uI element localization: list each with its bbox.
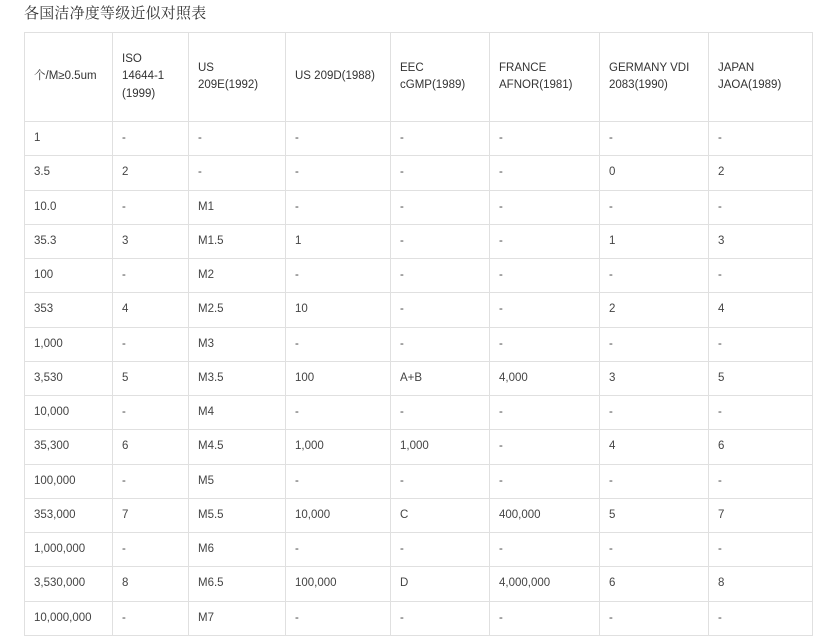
page-title: 各国洁净度等级近似对照表 — [24, 5, 207, 22]
cell-particles: 3.5 — [25, 156, 113, 190]
cell-us209d: - — [286, 156, 391, 190]
column-header-us209d: US 209D(1988) — [286, 33, 391, 122]
cell-us209d: - — [286, 327, 391, 361]
cell-us209e: M1 — [189, 190, 286, 224]
cell-us209d: 10 — [286, 293, 391, 327]
cell-france: 4,000,000 — [490, 567, 600, 601]
cell-japan: - — [709, 190, 813, 224]
cell-france: - — [490, 396, 600, 430]
cell-iso: - — [113, 464, 189, 498]
cell-france: - — [490, 601, 600, 635]
cell-germany: 1 — [600, 224, 709, 258]
column-header-germany: GERMANY VDI 2083(1990) — [600, 33, 709, 122]
column-header-iso: ISO 14644-1 (1999) — [113, 33, 189, 122]
cell-japan: - — [709, 327, 813, 361]
column-header-us209e: US 209E(1992) — [189, 33, 286, 122]
cell-france: 4,000 — [490, 361, 600, 395]
cell-japan: 2 — [709, 156, 813, 190]
cell-germany: - — [600, 396, 709, 430]
cell-japan: 8 — [709, 567, 813, 601]
cell-us209e: - — [189, 156, 286, 190]
cell-eec: - — [391, 327, 490, 361]
cell-particles: 1,000,000 — [25, 533, 113, 567]
cell-japan: - — [709, 396, 813, 430]
cell-us209e: M4.5 — [189, 430, 286, 464]
cell-us209e: M6 — [189, 533, 286, 567]
cell-us209d: 1,000 — [286, 430, 391, 464]
table-row — [25, 293, 813, 327]
table-body — [25, 122, 813, 636]
table-row — [25, 259, 813, 293]
cell-iso: 2 — [113, 156, 189, 190]
cell-germany: 4 — [600, 430, 709, 464]
cell-eec: - — [391, 464, 490, 498]
cell-france: - — [490, 464, 600, 498]
table-row — [25, 361, 813, 395]
table-row — [25, 601, 813, 635]
cell-us209e: M5.5 — [189, 498, 286, 532]
cell-germany: - — [600, 259, 709, 293]
column-header-france: FRANCE AFNOR(1981) — [490, 33, 600, 122]
cell-particles: 3,530 — [25, 361, 113, 395]
cell-us209d: 10,000 — [286, 498, 391, 532]
cell-iso: - — [113, 327, 189, 361]
cell-eec: - — [391, 396, 490, 430]
cell-particles: 100,000 — [25, 464, 113, 498]
cell-iso: 5 — [113, 361, 189, 395]
cell-japan: 3 — [709, 224, 813, 258]
table-row — [25, 396, 813, 430]
cell-france: 400,000 — [490, 498, 600, 532]
cell-france: - — [490, 533, 600, 567]
cell-germany: - — [600, 464, 709, 498]
cell-germany: - — [600, 533, 709, 567]
table-header-row — [25, 33, 813, 122]
cell-particles: 3,530,000 — [25, 567, 113, 601]
cell-eec: - — [391, 224, 490, 258]
cell-france: - — [490, 156, 600, 190]
cell-us209e: M3.5 — [189, 361, 286, 395]
cell-particles: 10,000,000 — [25, 601, 113, 635]
cell-france: - — [490, 190, 600, 224]
table-row — [25, 224, 813, 258]
cell-particles: 353 — [25, 293, 113, 327]
cell-particles: 10,000 — [25, 396, 113, 430]
column-header-particles: 个/M≥0.5um — [25, 33, 113, 122]
table-row — [25, 464, 813, 498]
cell-japan: 4 — [709, 293, 813, 327]
cell-us209e: M2.5 — [189, 293, 286, 327]
cleanroom-table-container — [24, 32, 812, 636]
cell-particles: 353,000 — [25, 498, 113, 532]
cell-us209d: 1 — [286, 224, 391, 258]
cell-us209d: 100 — [286, 361, 391, 395]
cell-eec: - — [391, 156, 490, 190]
cell-eec: - — [391, 533, 490, 567]
cell-japan: 6 — [709, 430, 813, 464]
cell-particles: 10.0 — [25, 190, 113, 224]
cell-eec: - — [391, 122, 490, 156]
table-row — [25, 430, 813, 464]
cell-germany: - — [600, 190, 709, 224]
table-header — [25, 33, 813, 122]
cell-eec: A+B — [391, 361, 490, 395]
cell-particles: 35.3 — [25, 224, 113, 258]
cell-eec: - — [391, 293, 490, 327]
cell-france: - — [490, 224, 600, 258]
cell-us209d: - — [286, 533, 391, 567]
cell-germany: - — [600, 601, 709, 635]
cell-germany: 2 — [600, 293, 709, 327]
cell-eec: - — [391, 190, 490, 224]
column-header-eec: EEC cGMP(1989) — [391, 33, 490, 122]
table-row — [25, 122, 813, 156]
cleanroom-comparison-table — [24, 32, 813, 636]
cell-iso: - — [113, 601, 189, 635]
cell-france: - — [490, 293, 600, 327]
cell-eec: D — [391, 567, 490, 601]
cell-japan: - — [709, 464, 813, 498]
cell-japan: 5 — [709, 361, 813, 395]
cell-us209e: M1.5 — [189, 224, 286, 258]
cell-us209e: M5 — [189, 464, 286, 498]
cell-iso: - — [113, 396, 189, 430]
table-row — [25, 327, 813, 361]
cell-germany: 5 — [600, 498, 709, 532]
cell-japan: - — [709, 122, 813, 156]
cell-germany: 0 — [600, 156, 709, 190]
table-row — [25, 567, 813, 601]
cell-us209d: - — [286, 601, 391, 635]
table-row — [25, 533, 813, 567]
cell-japan: - — [709, 601, 813, 635]
cell-iso: 4 — [113, 293, 189, 327]
cell-us209d: 100,000 — [286, 567, 391, 601]
cell-france: - — [490, 430, 600, 464]
cell-particles: 1 — [25, 122, 113, 156]
cell-germany: - — [600, 327, 709, 361]
cell-iso: 3 — [113, 224, 189, 258]
cell-particles: 35,300 — [25, 430, 113, 464]
cell-particles: 100 — [25, 259, 113, 293]
cell-us209e: M3 — [189, 327, 286, 361]
cell-iso: - — [113, 533, 189, 567]
cell-us209e: - — [189, 122, 286, 156]
cell-iso: 8 — [113, 567, 189, 601]
cell-france: - — [490, 327, 600, 361]
cell-germany: - — [600, 122, 709, 156]
cell-germany: 6 — [600, 567, 709, 601]
cell-germany: 3 — [600, 361, 709, 395]
table-row — [25, 190, 813, 224]
cell-us209e: M4 — [189, 396, 286, 430]
cell-france: - — [490, 259, 600, 293]
cell-japan: - — [709, 533, 813, 567]
cell-us209e: M2 — [189, 259, 286, 293]
cell-iso: 7 — [113, 498, 189, 532]
cell-iso: - — [113, 190, 189, 224]
cell-eec: 1,000 — [391, 430, 490, 464]
cell-us209e: M7 — [189, 601, 286, 635]
table-row — [25, 156, 813, 190]
cell-eec: - — [391, 601, 490, 635]
column-header-japan: JAPAN JAOA(1989) — [709, 33, 813, 122]
cell-us209e: M6.5 — [189, 567, 286, 601]
cell-particles: 1,000 — [25, 327, 113, 361]
cell-japan: 7 — [709, 498, 813, 532]
cell-france: - — [490, 122, 600, 156]
cell-japan: - — [709, 259, 813, 293]
cell-eec: C — [391, 498, 490, 532]
cell-us209d: - — [286, 259, 391, 293]
cell-iso: - — [113, 122, 189, 156]
cell-us209d: - — [286, 122, 391, 156]
cell-eec: - — [391, 259, 490, 293]
cell-iso: - — [113, 259, 189, 293]
cell-us209d: - — [286, 464, 391, 498]
table-row — [25, 498, 813, 532]
cell-us209d: - — [286, 396, 391, 430]
cell-us209d: - — [286, 190, 391, 224]
cell-iso: 6 — [113, 430, 189, 464]
